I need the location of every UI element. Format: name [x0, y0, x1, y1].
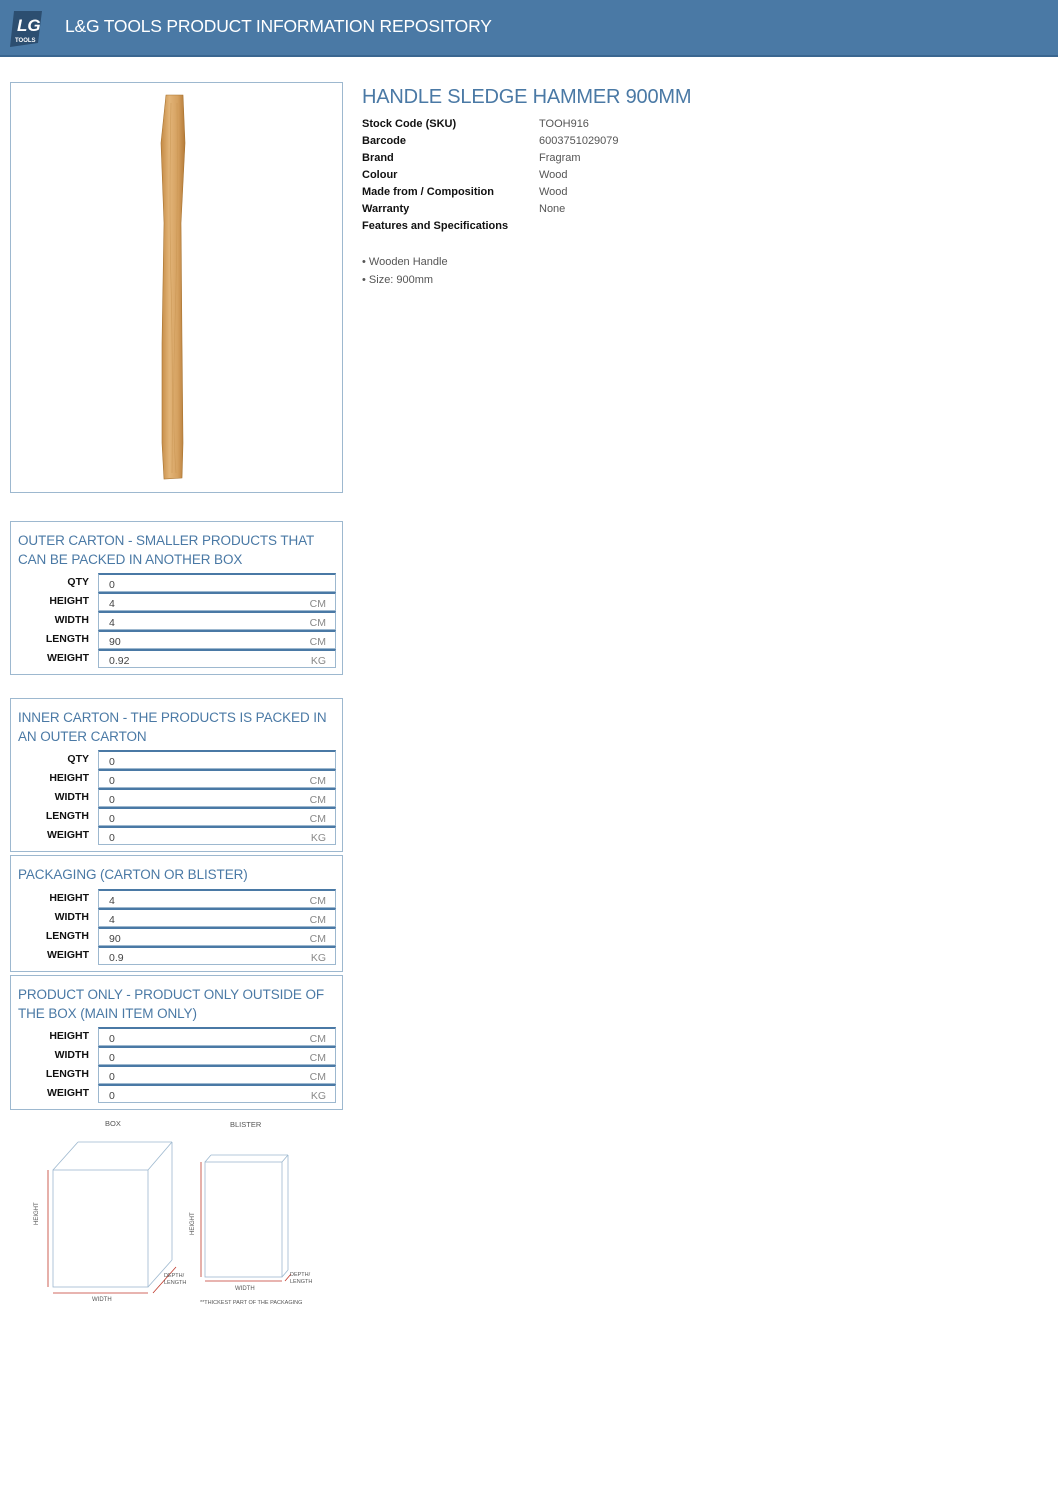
field-value: 0	[109, 813, 115, 825]
field-value: 4	[109, 617, 115, 629]
field-unit: CM	[309, 794, 326, 806]
field-value: 0	[109, 1033, 115, 1045]
panel-title: INNER CARTON - THE PRODUCTS IS PACKED IN AN OUTER CARTON	[18, 710, 327, 744]
spec-value: 6003751029079	[539, 135, 619, 147]
packaging-panel	[10, 855, 343, 972]
field-row-width	[11, 1046, 344, 1065]
field-unit: CM	[309, 895, 326, 907]
product-title: HANDLE SLEDGE HAMMER 900MM	[362, 86, 692, 108]
field-label: QTY	[67, 753, 89, 765]
blister-label: BLISTER	[230, 1120, 262, 1129]
field-label: WEIGHT	[47, 949, 89, 961]
field-box	[98, 908, 336, 927]
field-value: 0	[109, 1090, 115, 1102]
field-label: WEIGHT	[47, 1087, 89, 1099]
field-unit: CM	[309, 1071, 326, 1083]
field-label: HEIGHT	[49, 892, 89, 904]
svg-text:LG: LG	[17, 16, 41, 35]
field-box	[98, 592, 336, 611]
field-box	[98, 889, 336, 908]
field-label: WIDTH	[54, 1049, 89, 1061]
field-label: LENGTH	[45, 930, 89, 942]
field-box	[98, 611, 336, 630]
field-value: 0	[109, 756, 115, 768]
field-value: 0	[109, 775, 115, 787]
feature-item: • Wooden Handle	[362, 256, 448, 268]
dimension-diagram	[30, 1115, 340, 1315]
inner-carton-panel	[10, 698, 343, 852]
spec-value: None	[539, 203, 566, 215]
field-value: 0	[109, 579, 115, 591]
field-row-length	[11, 927, 344, 946]
field-unit: CM	[309, 617, 326, 629]
spec-row-composition	[362, 186, 762, 202]
field-unit: CM	[309, 933, 326, 945]
spec-row-colour	[362, 169, 762, 185]
field-label: WIDTH	[54, 791, 89, 803]
field-box	[98, 769, 336, 788]
wooden-handle-icon	[11, 83, 342, 492]
outer-carton-panel	[10, 521, 343, 675]
blister-width-label: WIDTH	[235, 1286, 255, 1292]
field-value: 0.9	[109, 952, 124, 964]
field-box	[98, 927, 336, 946]
field-unit: KG	[310, 832, 326, 844]
product-only-panel	[10, 975, 343, 1110]
spec-label: Warranty	[362, 203, 410, 215]
field-label: HEIGHT	[49, 1030, 89, 1042]
field-box	[98, 1027, 336, 1046]
field-box	[98, 807, 336, 826]
spec-row-warranty	[362, 203, 762, 219]
svg-text:TOOLS: TOOLS	[15, 38, 36, 44]
field-label: WEIGHT	[47, 829, 89, 841]
spec-row-brand	[362, 152, 762, 168]
field-value: 4	[109, 914, 115, 926]
field-row-length	[11, 807, 344, 826]
field-value: 0	[109, 832, 115, 844]
field-unit: KG	[310, 655, 326, 667]
field-label: HEIGHT	[49, 595, 89, 607]
field-row-height	[11, 769, 344, 788]
field-value: 4	[109, 895, 115, 907]
field-label: LENGTH	[45, 1068, 89, 1080]
field-label: HEIGHT	[49, 772, 89, 784]
field-row-width	[11, 908, 344, 927]
field-unit: CM	[309, 1052, 326, 1064]
field-unit: CM	[309, 636, 326, 648]
field-row-weight	[11, 946, 344, 965]
field-row-width	[11, 611, 344, 630]
spec-row-barcode	[362, 135, 762, 151]
field-row-length	[11, 630, 344, 649]
field-row-weight	[11, 649, 344, 668]
field-box	[98, 946, 336, 965]
field-label: LENGTH	[45, 633, 89, 645]
spec-label: Colour	[362, 169, 398, 181]
field-row-weight	[11, 826, 344, 845]
field-value: 0.92	[109, 655, 130, 667]
field-row-height	[11, 592, 344, 611]
header-title: L&G TOOLS PRODUCT INFORMATION REPOSITORY	[65, 16, 492, 36]
spec-label: Features and Specifications	[362, 220, 509, 232]
field-label: WIDTH	[54, 614, 89, 626]
field-unit: CM	[309, 813, 326, 825]
blister-height-label: HEIGHT	[190, 1212, 196, 1235]
product-image-frame	[10, 82, 343, 493]
spec-label: Made from / Composition	[362, 186, 494, 198]
field-box	[98, 1084, 336, 1103]
spec-value: Wood	[539, 186, 568, 198]
field-box	[98, 788, 336, 807]
field-row-height	[11, 889, 344, 908]
spec-row-sku	[362, 118, 762, 134]
field-unit: CM	[309, 775, 326, 787]
diagram-footnote: **THICKEST PART OF THE PACKAGING	[200, 1300, 303, 1306]
header-bar	[0, 0, 1058, 57]
field-value: 4	[109, 598, 115, 610]
field-row-qty	[11, 573, 344, 592]
field-box	[98, 573, 336, 592]
field-unit: KG	[310, 1090, 326, 1102]
field-value: 0	[109, 1071, 115, 1083]
box-height-label: HEIGHT	[34, 1202, 40, 1225]
lg-tools-logo-icon	[8, 9, 44, 49]
spec-label: Barcode	[362, 135, 407, 147]
box-width-label: WIDTH	[92, 1297, 112, 1303]
spec-value: TOOH916	[539, 118, 589, 130]
field-box	[98, 630, 336, 649]
field-label: LENGTH	[45, 810, 89, 822]
field-value: 0	[109, 794, 115, 806]
field-label: QTY	[67, 576, 89, 588]
spec-label: Stock Code (SKU)	[362, 118, 457, 130]
box-depth-label: DEPTH/ LENGTH	[164, 1273, 187, 1286]
field-box	[98, 1065, 336, 1084]
field-box	[98, 1046, 336, 1065]
blister-depth-label: DEPTH/ LENGTH	[290, 1272, 313, 1285]
panel-title: OUTER CARTON - SMALLER PRODUCTS THAT CAN BE PACKED IN ANOTHER BOX	[18, 533, 314, 567]
field-box	[98, 649, 336, 668]
field-unit: CM	[309, 598, 326, 610]
panel-title: PRODUCT ONLY - PRODUCT ONLY OUTSIDE OF THE BOX (MAIN ITEM ONLY)	[18, 987, 324, 1021]
field-value: 90	[109, 933, 121, 945]
field-row-width	[11, 788, 344, 807]
field-unit: CM	[309, 914, 326, 926]
field-row-height	[11, 1027, 344, 1046]
field-value: 90	[109, 636, 121, 648]
field-box	[98, 826, 336, 845]
field-label: WIDTH	[54, 911, 89, 923]
field-row-weight	[11, 1084, 344, 1103]
panel-title: PACKAGING (CARTON OR BLISTER)	[18, 867, 248, 882]
spec-value: Wood	[539, 169, 568, 181]
spec-value: Fragram	[539, 152, 581, 164]
field-unit: KG	[310, 952, 326, 964]
field-box	[98, 750, 336, 769]
field-row-qty	[11, 750, 344, 769]
field-value: 0	[109, 1052, 115, 1064]
spec-row-features	[362, 220, 762, 236]
field-label: WEIGHT	[47, 652, 89, 664]
spec-label: Brand	[362, 152, 394, 164]
feature-item: • Size: 900mm	[362, 274, 434, 286]
field-unit: CM	[309, 1033, 326, 1045]
box-label: BOX	[105, 1119, 121, 1128]
field-row-length	[11, 1065, 344, 1084]
